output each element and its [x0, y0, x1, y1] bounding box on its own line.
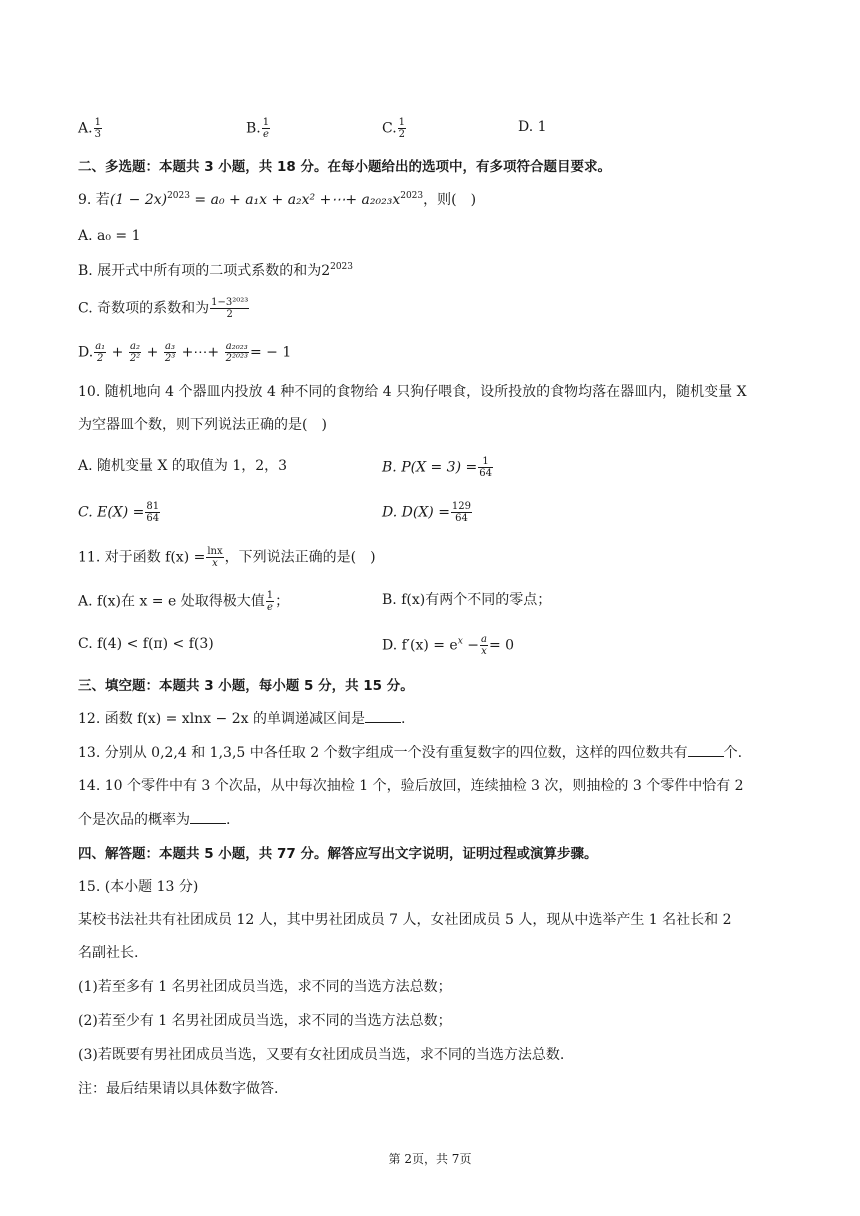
page-footer: 第 2页，共 7页 [388, 1152, 472, 1166]
q8-option-b: B. $\frac{1}{e}$ [246, 117, 270, 140]
section-heading-fill-in: 三、填空题：本题共 3 小题，每小题 5 分，共 15 分。 [78, 678, 414, 694]
answer-blank [190, 809, 226, 824]
q14-line1: 14. 10 个零件中有 3 个次品，从中每次抽检 1 个，验后放回，连续抽检 3 次，则抽检的 3 个零件中恰有 2 [78, 778, 744, 794]
q10-stem-line1: 10. 随机地向 4 个器皿内投放 4 种不同的食物给 4 只狗仔喂食，设所投放的食物均落在器皿内，随机变量 X [78, 384, 747, 400]
q11-option-b: B. f(x)有两个不同的零点； [382, 592, 552, 608]
q10-option-d: D. D(X) = $\frac{129}{64}$ [382, 501, 472, 524]
q13: 13. 分别从 0,2,4 和 1,3,5 中各任取 2 个数字组成一个没有重复数字的四位数，这样的四位数共有 个. [78, 742, 742, 763]
q9-option-d: D. $\frac{\text{a₁}}{2}$ + $\frac{\text{a₂}}{\text{2²}}$ + $\frac{\text{a₃}}{\text{2³}}$ +⋯+ $\frac{\text{a₂₀₂₃}}{\text{2²⁰²³}}$ = − 1 [78, 341, 292, 364]
q14-line2: 个是次品的概率为 . [78, 809, 230, 830]
q11-option-c: C. f(4) < f(π) < f(3) [78, 636, 214, 652]
q12: 12. 函数 f(x) = xlnx − 2x 的单调递减区间是 . [78, 708, 405, 729]
answer-blank [365, 708, 401, 723]
q9-option-a: A. a₀ = 1 [78, 228, 141, 244]
q10-stem-line2: 为空器皿个数，则下列说法正确的是( ) [78, 417, 327, 433]
q15-part1: (1)若至多有 1 名男社团成员当选，求不同的当选方法总数； [78, 979, 452, 995]
q11-stem: 11. 对于函数 f(x) = $\frac{\ln x}{x}$ ，下列说法正确的是( ) [78, 546, 376, 569]
q9-option-b: B. 展开式中所有项的二项式系数的和为$2^{2023}$ [78, 262, 354, 279]
q15-part2: (2)若至少有 1 名男社团成员当选，求不同的当选方法总数； [78, 1013, 452, 1029]
q15-part3: (3)若既要有男社团成员当选，又要有女社团成员当选，求不同的当选方法总数. [78, 1047, 565, 1063]
q10-option-c: C. E(X) = $\frac{81}{64}$ [78, 501, 160, 524]
q8-option-d: D. 1 [518, 119, 547, 135]
q15-title: 15. (本小题 13 分) [78, 879, 199, 895]
section-heading-solutions: 四、解答题：本题共 5 小题，共 77 分。解答应写出文字说明，证明过程或演算步骤。 [78, 846, 598, 862]
q9-option-c: C. 奇数项的系数和为 $\frac{\text{1−3²⁰²³}}{2}$ [78, 297, 249, 320]
q10-option-a: A. 随机变量 X 的取值为 1，2，3 [78, 458, 288, 474]
q8-option-c: C. $\frac{1}{2}$ [382, 117, 406, 140]
answer-blank [688, 742, 724, 757]
q11-option-d: D. $f'(x) = e^x$ − $\frac{a}{x}$ = 0 [382, 634, 515, 657]
q10-option-b: B. P(X = 3) = $\frac{1}{64}$ [382, 456, 492, 479]
q15-note: 注：最后结果请以具体数字做答. [78, 1081, 279, 1097]
q15-stem-line1: 某校书法社共有社团成员 12 人，其中男社团成员 7 人，女社团成员 5 人，现从中选举产生 1 名社长和 2 [78, 912, 732, 928]
q15-stem-line2: 名副社长. [78, 945, 139, 961]
q9-stem: 9. 若$(1 - 2x)^{2023} = a_0 + a_1x + a_2x^2$ +⋯+ $a_{2023}x^{2023}$，则( ) [78, 191, 477, 208]
section-heading-multiple-choice: 二、多选题：本题共 3 小题，共 18 分。在每小题给出的选项中，有多项符合题目要求。 [78, 159, 611, 175]
q11-option-a: A. f(x)在 x = e 处取得极大值 $\frac{1}{e}$ ； [78, 590, 290, 613]
q8-option-a: A. $\frac{1}{3}$ [78, 117, 101, 140]
